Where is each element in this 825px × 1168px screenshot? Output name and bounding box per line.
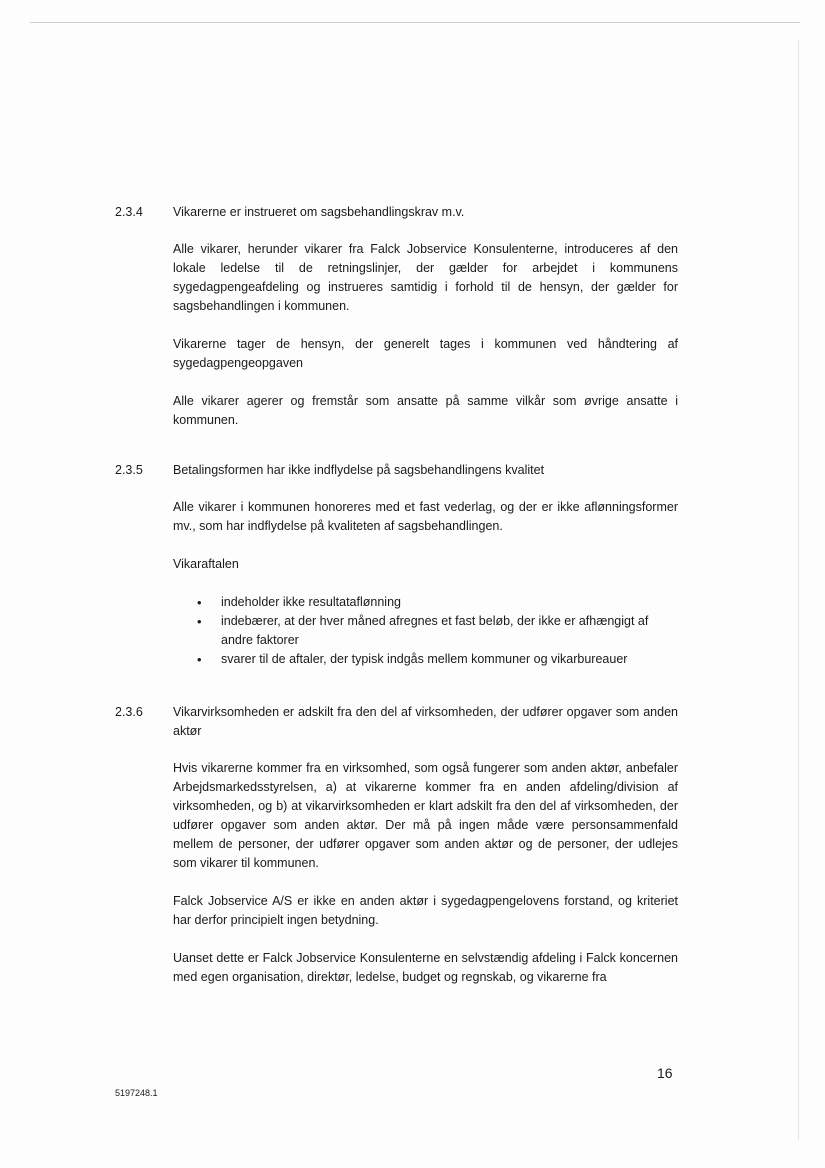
paragraph: Vikarerne tager de hensyn, der generelt tages i kommunen ved håndtering af sygedagpengeopgaven	[173, 337, 678, 370]
section-heading: Betalingsformen har ikke indflydelse på sagsbehandlingens kvalitet	[173, 463, 545, 477]
section-number: 2.3.5	[115, 463, 143, 477]
section-body	[173, 703, 678, 1006]
bullet-list	[173, 593, 678, 669]
document-id: 5197248.1	[115, 1088, 158, 1098]
bullet-item: • indebærer, at der hver måned afregnes et fast beløb, der ikke er afhængigt af andre faktorer	[173, 612, 678, 650]
section-body	[173, 203, 678, 449]
scan-edge-right	[798, 40, 799, 1140]
page-number: 16	[657, 1065, 673, 1081]
section-heading: Vikarvirksomheden er adskilt fra den del af virksomheden, der udfører opgaver som anden aktør	[173, 705, 678, 738]
paragraph: Alle vikarer, herunder vikarer fra Falck Jobservice Konsulenterne, introduceres af den lokale ledelse til de retningslinjer, der gælder for arbejdet i kommunens sygedagpengeafdeling og instrueres samtidig i forhold til de hensyn, der gælder for sagsbehandlingen i kommunen.	[173, 242, 678, 313]
bullet-item: • indeholder ikke resultataflønning	[173, 593, 678, 612]
paragraph: Alle vikarer agerer og fremstår som ansatte på samme vilkår som øvrige ansatte i kommunen.	[173, 394, 678, 427]
paragraph: Falck Jobservice A/S er ikke en anden aktør i sygedagpengelovens forstand, og kriteriet har derfor principielt ingen betydning.	[173, 894, 678, 927]
section-heading: Vikarerne er instrueret om sagsbehandlingskrav m.v.	[173, 205, 465, 219]
paragraph: Hvis vikarerne kommer fra en virksomhed, som også fungerer som anden aktør, anbefaler Arbejdsmarkedsstyrelsen, a) at vikarerne kommer fra en anden afdeling/division af virksomheden, og b) at vikarvirksomheden er klart adskilt fra den del af virksomheden, der udfører opgaver som anden aktør. Der må på ingen måde være personsammenfald mellem de personer, der udfører opgaver som anden aktør og de personer, der udlejes som vikarer til kommunen.	[173, 761, 678, 870]
section-number: 2.3.4	[115, 205, 143, 219]
paragraph: Vikaraftalen	[173, 557, 239, 571]
bullet-item: • svarer til de aftaler, der typisk indgås mellem kommuner og vikarbureauer	[173, 650, 678, 669]
section-number: 2.3.6	[115, 705, 143, 719]
paragraph: Alle vikarer i kommunen honoreres med et fast vederlag, og der er ikke aflønningsformer mv., som har indflydelse på kvaliteten af sagsbehandlingen.	[173, 500, 678, 533]
section-body	[173, 461, 678, 669]
scan-edge-top	[30, 22, 800, 23]
paragraph: Uanset dette er Falck Jobservice Konsulenterne en selvstændig afdeling i Falck koncernen med egen organisation, direktør, ledelse, budget og regnskab, og vikarerne fra	[173, 951, 678, 984]
